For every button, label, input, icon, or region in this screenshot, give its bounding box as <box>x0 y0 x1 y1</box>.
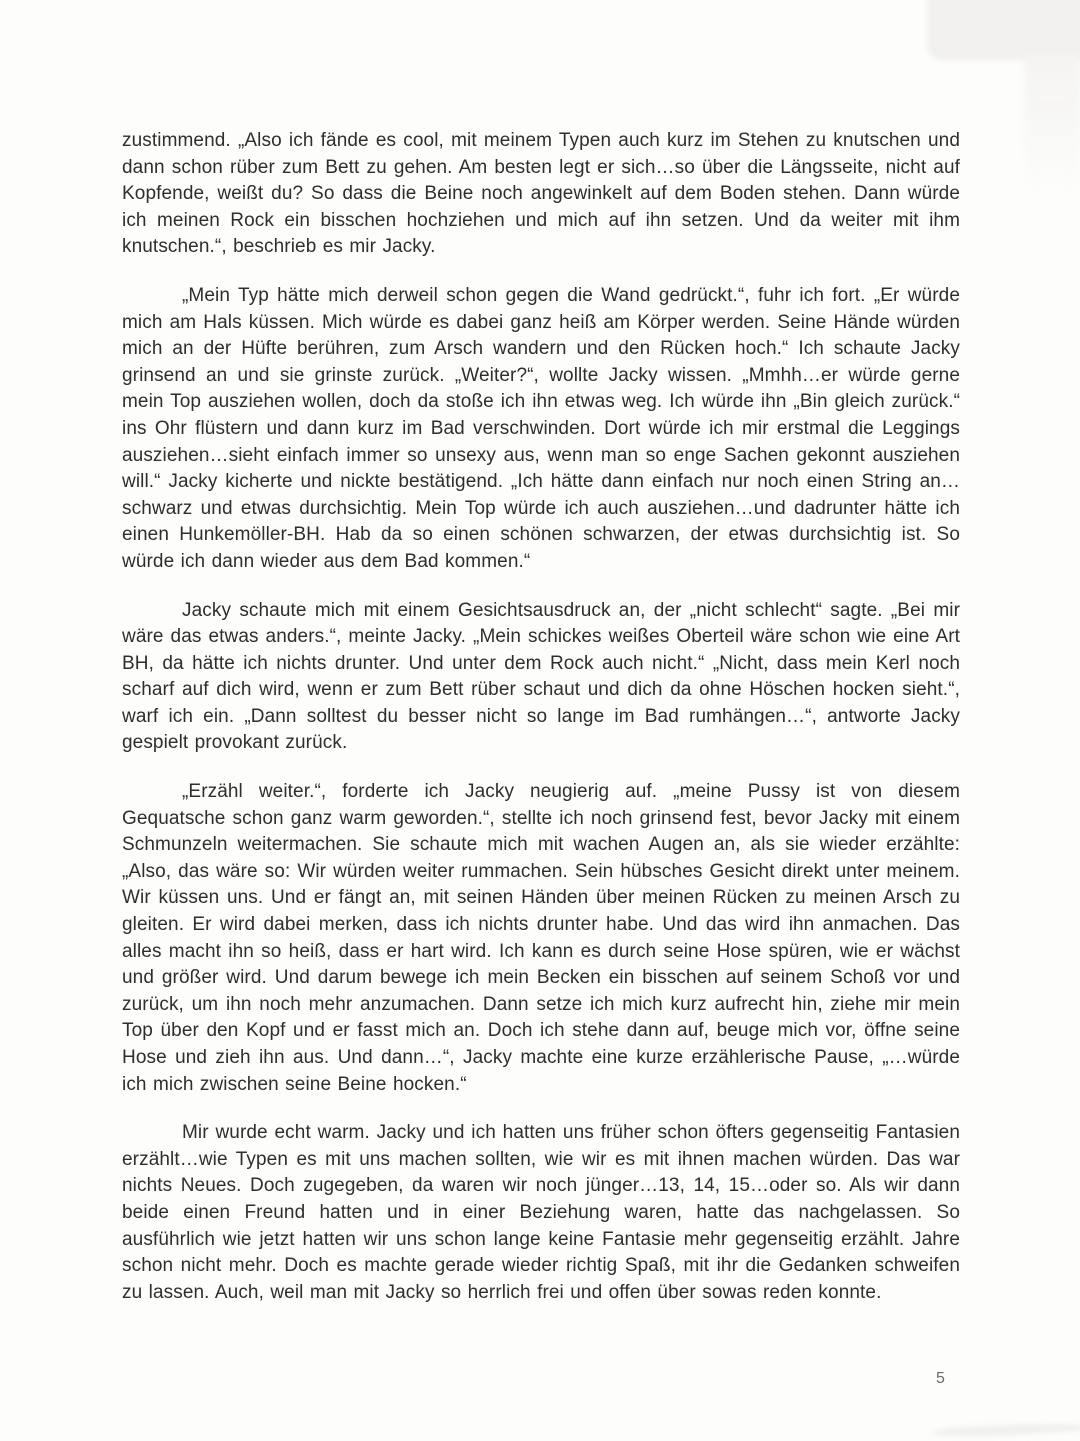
body-paragraph: „Mein Typ hätte mich derweil schon gegen die Wand gedrückt.“, fuhr ich fort. „Er würde mich am Hals küssen. Mich würde es dabei ganz heiß am Körper werden. Seine Hände würden mich an der Hüfte berühren, zum Arsch wandern und den Rücken hoch.“ Ich schaute Jacky grinsend an und sie grinste zurück. „Weiter?“, wollte Jacky wissen. „Mmhh…er würde gerne mein Top ausziehen wollen, doch da stoße ich ihn etwas weg. Ich würde ihn „Bin gleich zurück.“ ins Ohr flüstern und dann kurz im Bad verschwinden. Dort würde ich mir erstmal die Leggings ausziehen…sieht einfach immer so unsexy aus, wenn man so enge Sachen gekonnt ausziehen will.“ Jacky kicherte und nickte bestätigend. „Ich hätte dann einfach nur noch einen String an…schwarz und etwas durchsichtig. Mein Top würde ich auch ausziehen…und dadrunter hätte ich einen Hunkemöller-BH. Hab da so einen schönen schwarzen, der etwas durchsichtig ist. So würde ich dann wieder aus dem Bad kommen.“ <box>122 284 960 572</box>
scan-artifact-top-right <box>927 0 1080 60</box>
body-paragraph: Jacky schaute mich mit einem Gesichtsausdruck an, der „nicht schlecht“ sagte. „Bei mir wäre das etwas anders.“, meinte Jacky. „Mein schickes weißes Oberteil wäre schon wie eine Art BH, da hätte ich nichts drunter. Und unter dem Rock auch nicht.“ „Nicht, dass mein Kerl noch scharf auf dich wird, wenn er zum Bett rüber schaut und dich da ohne Höschen hocken sieht.“, warf ich ein. „Dann solltest du besser nicht so lange im Bad rumhängen…“, antworte Jacky gespielt provokant zurück. <box>122 599 960 754</box>
scan-artifact-right-strip <box>1025 55 1080 195</box>
page-number: 5 <box>936 1370 945 1387</box>
scan-artifact-bottom-right <box>930 1422 1080 1438</box>
body-paragraph: „Erzähl weiter.“, forderte ich Jacky neugierig auf. „meine Pussy ist von diesem Gequatsche schon ganz warm geworden.“, stellte ich noch grinsend fest, bevor Jacky mit einem Schmunzeln weitermachen. Sie schaute mich mit wachen Augen an, als sie wieder erzählte: „Also, das wäre so: Wir würden weiter rummachen. Sein hübsches Gesicht direkt unter meinem. Wir küssen uns. Und er fängt an, mit seinen Händen über meinen Rücken zu meinen Arsch zu gleiten. Er wird dabei merken, dass ich nichts drunter habe. Und das wird ihn anmachen. Das alles macht ihn so heiß, dass er hart wird. Ich kann es durch seine Hose spüren, wie er wächst und größer wird. Und darum bewege ich mein Becken ein bisschen auf seinem Schoß vor und zurück, um ihn noch mehr anzumachen. Dann setze ich mich kurz aufrecht hin, ziehe mir mein Top über den Kopf und er fasst mich an. Doch ich stehe dann auf, beuge mich vor, öffne seine Hose und zieh ihn aus. Und dann…“, Jacky machte eine kurze erzählerische Pause, „…würde ich mich zwischen seine Beine hocken.“ <box>122 781 960 1095</box>
body-paragraph: zustimmend. „Also ich fände es cool, mit meinem Typen auch kurz im Stehen zu knutschen und dann schon rüber zum Bett zu gehen. Am besten legt er sich…so über die Längsseite, nicht auf Kopfende, weißt du? So dass die Beine noch angewinkelt auf dem Boden stehen. Dann würde ich meinen Rock ein bisschen hochziehen und mich auf ihn setzen. Und da weiter mit ihm knutschen.“, beschrieb es mir Jacky. <box>122 130 960 258</box>
body-paragraph: Mir wurde echt warm. Jacky und ich hatten uns früher schon öfters gegenseitig Fantasien erzählt…wie Typen es mit uns machen sollten, wie wir es mit ihnen machen würden. Das war nichts Neues. Doch zugegeben, da waren wir noch jünger…13, 14, 15…oder so. Als wir dann beide einen Freund hatten und in einer Beziehung waren, hatte das nachgelassen. So ausführlich wie jetzt hatten wir uns schon lange keine Fantasie mehr gegenseitig erzählt. Jahre schon nicht mehr. Doch es machte gerade wieder richtig Spaß, mit ihr die Gedanken schweifen zu lassen. Auch, weil man mit Jacky so herrlich frei und offen über sowas reden konnte. <box>122 1122 960 1303</box>
page-body-text <box>122 128 960 1328</box>
